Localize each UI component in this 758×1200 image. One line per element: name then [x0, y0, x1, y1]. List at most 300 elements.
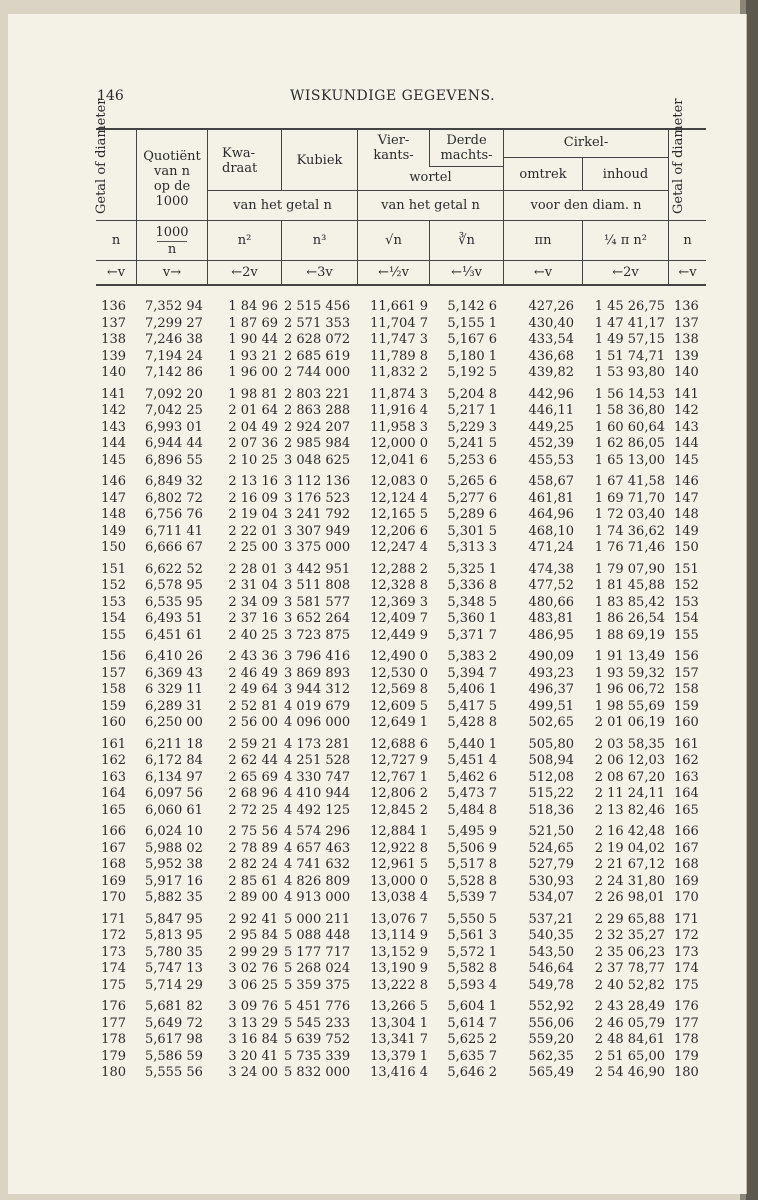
cell-quotient: 5,813 95 [145, 928, 203, 943]
cell-kubiek: 3 442 951 [284, 561, 351, 577]
cell-n-right: 173 [674, 944, 699, 960]
group-3-col-n-right [674, 474, 706, 557]
cell-kubiek: 5 359 375 [284, 977, 351, 993]
diff-kubiek: ←3v [306, 265, 333, 280]
cell-n: 165 [101, 802, 126, 818]
group-1-col-n-right [674, 299, 706, 382]
cell-omtrek: 496,37 [528, 682, 574, 697]
cell-quotient: 5,617 98 [145, 1032, 203, 1047]
cell-n: 150 [101, 540, 126, 555]
cell-sqrt: 13,416 4 [370, 1065, 428, 1080]
header-derde-2: machts- [440, 148, 493, 163]
cell-inhoud: 1 72 03,40 [594, 507, 665, 522]
cell-cbrt: 5,582 8 [447, 961, 497, 976]
group-6-col-n [96, 737, 126, 820]
cell-cbrt: 5,406 1 [447, 682, 497, 697]
cell-kwadraat: 2 49 64 [228, 682, 278, 697]
cell-cbrt: 5,473 7 [447, 786, 497, 801]
formula-sqrt: √n [385, 233, 402, 248]
cell-cbrt: 5,604 1 [447, 999, 497, 1014]
cell-omtrek: 518,36 [528, 802, 574, 818]
cell-kubiek: 3 796 416 [284, 649, 351, 664]
cell-n: 158 [101, 682, 126, 697]
cell-n-right: 180 [674, 1065, 699, 1080]
cell-kubiek: 3 375 000 [284, 540, 351, 555]
cell-sqrt: 13,038 4 [370, 890, 428, 905]
cell-sqrt: 11,789 8 [370, 348, 428, 364]
cell-omtrek: 461,81 [528, 490, 574, 506]
cell-omtrek: 442,96 [528, 386, 574, 402]
cell-cbrt: 5,495 9 [447, 824, 497, 839]
cell-n: 136 [101, 299, 126, 314]
cell-sqrt: 13,114 9 [370, 928, 428, 943]
cell-inhoud: 1 76 71,46 [594, 540, 665, 555]
cell-inhoud: 1 58 36,80 [594, 403, 665, 418]
cell-kwadraat: 2 62 44 [228, 753, 278, 768]
cell-kubiek: 4 657 463 [284, 840, 351, 856]
group-1-col-n [96, 299, 126, 382]
cell-inhoud: 1 96 06,72 [594, 682, 665, 697]
cell-n: 169 [101, 873, 126, 889]
group-9-col-inhoud [583, 999, 665, 1082]
cell-inhoud: 2 37 78,77 [594, 961, 665, 976]
cell-quotient: 6,993 01 [145, 419, 203, 435]
cell-kwadraat: 3 06 25 [228, 977, 278, 993]
cell-omtrek: 427,26 [528, 299, 574, 314]
cell-n-right: 161 [674, 736, 699, 752]
cell-cbrt: 5,506 9 [447, 840, 497, 856]
cell-kubiek: 5 545 233 [284, 1015, 351, 1031]
cell-kubiek: 3 048 625 [284, 452, 351, 468]
cell-n: 180 [101, 1065, 126, 1080]
cell-n-right: 147 [674, 490, 699, 506]
cell-inhoud: 2 13 82,46 [594, 802, 665, 818]
cell-kwadraat: 2 19 04 [228, 507, 278, 522]
cell-inhoud: 2 43 28,49 [594, 999, 665, 1014]
group-4-col-kubiek [284, 562, 356, 645]
cell-n: 143 [101, 419, 126, 435]
cell-cbrt: 5,360 1 [447, 611, 497, 626]
col-rule-8 [668, 129, 669, 284]
group-6-col-kubiek [284, 737, 356, 820]
group-8-col-inhoud [583, 912, 665, 995]
group-4-col-cbrt [430, 562, 497, 645]
cell-inhoud: 1 83 85,42 [594, 594, 665, 610]
cell-omtrek: 439,82 [528, 365, 574, 380]
cell-omtrek: 449,25 [528, 419, 574, 435]
cell-n: 154 [101, 611, 126, 626]
cell-cbrt: 5,383 2 [447, 649, 497, 664]
cell-sqrt: 13,266 5 [370, 999, 428, 1014]
cell-omtrek: 486,95 [528, 627, 574, 643]
cell-sqrt: 13,341 7 [370, 1032, 428, 1047]
cell-n-right: 142 [674, 403, 699, 418]
cell-n: 152 [101, 578, 126, 593]
cell-inhoud: 1 88 69,19 [594, 627, 665, 643]
formula-cbrt: ∛n [458, 233, 475, 248]
cell-omtrek: 499,51 [528, 698, 574, 714]
cell-inhoud: 2 32 35,27 [594, 928, 665, 943]
header-inhoud: inhoud [602, 167, 649, 182]
cell-inhoud: 2 16 42,48 [594, 824, 665, 839]
cell-n-right: 159 [674, 698, 699, 714]
cell-kubiek: 2 803 221 [284, 386, 351, 402]
cell-kwadraat: 2 52 81 [228, 698, 278, 714]
cell-quotient: 5,952 38 [145, 857, 203, 872]
cell-sqrt: 13,379 1 [370, 1048, 428, 1064]
group-5-col-quotient [145, 649, 213, 732]
cell-sqrt: 11,704 7 [370, 315, 428, 331]
cell-kwadraat: 2 16 09 [228, 490, 278, 506]
group-1-col-kubiek [284, 299, 356, 382]
cell-n: 173 [101, 944, 126, 960]
cell-n: 142 [101, 403, 126, 418]
group-9-col-n-right [674, 999, 706, 1082]
cell-kwadraat: 2 59 21 [228, 736, 278, 752]
header-getal-right: Getal of diameter [671, 98, 686, 214]
header-kubiek: Kubiek [296, 153, 343, 168]
formula-n-left: n [111, 233, 121, 248]
group-4-col-n-right [674, 562, 706, 645]
cell-n-right: 137 [674, 315, 699, 331]
header-getal-left: Getal of diameter [94, 98, 109, 214]
cell-n-right: 169 [674, 873, 699, 889]
cell-quotient: 5,681 82 [145, 999, 203, 1014]
cell-n: 144 [101, 436, 126, 451]
group-2-col-sqrt [358, 387, 428, 470]
cell-omtrek: 490,09 [528, 649, 574, 664]
cell-omtrek: 521,50 [528, 824, 574, 839]
cell-quotient: 6,211 18 [145, 736, 203, 752]
cell-omtrek: 549,78 [528, 977, 574, 993]
cell-kubiek: 5 268 024 [284, 961, 351, 976]
rule-header-mid [207, 190, 668, 191]
cell-quotient: 6,097 56 [145, 786, 203, 801]
cell-sqrt: 12,449 9 [370, 627, 428, 643]
cell-sqrt: 12,165 5 [370, 507, 428, 522]
cell-inhoud: 1 79 07,90 [594, 561, 665, 577]
header-wortel: wortel [409, 170, 452, 185]
cell-n: 162 [101, 753, 126, 768]
cell-cbrt: 5,550 5 [447, 911, 497, 927]
cell-inhoud: 1 49 57,15 [594, 332, 665, 347]
rule-under-derde [429, 166, 503, 167]
cell-quotient: 5,747 13 [145, 961, 203, 976]
cell-sqrt: 12,569 8 [370, 682, 428, 697]
cell-kwadraat: 2 65 69 [228, 769, 278, 785]
cell-quotient: 6,849 32 [145, 474, 203, 489]
cell-n-right: 171 [674, 911, 699, 927]
cell-n-right: 155 [674, 627, 699, 643]
cell-kwadraat: 2 37 16 [228, 611, 278, 626]
formula-pi-n: πn [534, 233, 552, 248]
cell-quotient: 5,847 95 [145, 911, 203, 927]
cell-cbrt: 5,180 1 [447, 348, 497, 364]
group-5-col-kwadraat [208, 649, 278, 732]
cell-n: 146 [101, 474, 126, 489]
cell-omtrek: 556,06 [528, 1015, 574, 1031]
cell-omtrek: 493,23 [528, 665, 574, 681]
cell-cbrt: 5,417 5 [447, 698, 497, 714]
group-6-col-inhoud [583, 737, 665, 820]
cell-inhoud: 2 06 12,03 [594, 753, 665, 768]
cell-kubiek: 5 000 211 [284, 911, 351, 927]
cell-quotient: 7,352 94 [145, 299, 203, 314]
group-9-col-sqrt [358, 999, 428, 1082]
group-9-col-kubiek [284, 999, 356, 1082]
cell-n-right: 177 [674, 1015, 699, 1031]
cell-n-right: 172 [674, 928, 699, 943]
cell-n: 148 [101, 507, 126, 522]
cell-quotient: 6,024 10 [145, 824, 203, 839]
cell-kwadraat: 2 82 24 [228, 857, 278, 872]
cell-n: 140 [101, 365, 126, 380]
cell-sqrt: 12,000 0 [370, 436, 428, 451]
cell-n-right: 145 [674, 452, 699, 468]
group-2-col-inhoud [583, 387, 665, 470]
cell-cbrt: 5,229 3 [447, 419, 497, 435]
diff-quotient: v→ [162, 265, 182, 280]
cell-n: 177 [101, 1015, 126, 1031]
page-title: WISKUNDIGE GEGEVENS. [290, 88, 496, 104]
group-7-col-sqrt [358, 824, 428, 907]
group-8-col-cbrt [430, 912, 497, 995]
formula-square: n² [237, 233, 252, 248]
cell-omtrek: 480,66 [528, 594, 574, 610]
table-top-rule [96, 128, 706, 130]
cell-kubiek: 3 511 808 [284, 578, 351, 593]
group-5-col-cbrt [430, 649, 497, 732]
group-4-col-kwadraat [208, 562, 278, 645]
cell-sqrt: 13,152 9 [370, 944, 428, 960]
group-7-col-n [96, 824, 126, 907]
cell-inhoud: 2 11 24,11 [594, 786, 665, 801]
cell-n-right: 179 [674, 1048, 699, 1064]
group-2-col-omtrek [504, 387, 574, 470]
cell-cbrt: 5,371 7 [447, 627, 497, 643]
cell-cbrt: 5,451 4 [447, 753, 497, 768]
cell-quotient: 6,756 76 [145, 507, 203, 522]
cell-cbrt: 5,217 1 [447, 403, 497, 418]
cell-kwadraat: 2 68 96 [228, 786, 278, 801]
cell-n-right: 160 [674, 715, 699, 730]
cell-n: 178 [101, 1032, 126, 1047]
cell-kwadraat: 2 78 89 [228, 840, 278, 856]
cell-inhoud: 2 19 04,02 [594, 840, 665, 856]
cell-n: 160 [101, 715, 126, 730]
cell-inhoud: 1 56 14,53 [594, 386, 665, 402]
cell-cbrt: 5,289 6 [447, 507, 497, 522]
cell-sqrt: 12,490 0 [370, 649, 428, 664]
cell-kwadraat: 1 96 00 [228, 365, 278, 380]
cell-n-right: 174 [674, 961, 699, 976]
cell-sqrt: 12,288 2 [370, 561, 428, 577]
cell-n-right: 140 [674, 365, 699, 380]
group-9-col-kwadraat [208, 999, 278, 1082]
cell-inhoud: 1 69 71,70 [594, 490, 665, 506]
cell-kubiek: 4 741 632 [284, 857, 351, 872]
cell-kubiek: 2 863 288 [284, 403, 351, 418]
cell-quotient: 6,622 52 [145, 561, 203, 577]
header-vierkants-2: kants- [373, 148, 414, 163]
cell-n-right: 156 [674, 649, 699, 664]
formula-quot-den: n [167, 242, 177, 257]
cell-n: 179 [101, 1048, 126, 1064]
cell-kwadraat: 2 10 25 [228, 452, 278, 468]
group-2-col-n [96, 387, 126, 470]
cell-kwadraat: 3 09 76 [228, 999, 278, 1014]
cell-kwadraat: 1 93 21 [228, 348, 278, 364]
cell-cbrt: 5,593 4 [447, 977, 497, 993]
cell-inhoud: 1 86 26,54 [594, 611, 665, 626]
diff-cbrt: ←⅓v [451, 265, 482, 280]
cell-kwadraat: 1 98 81 [228, 386, 278, 402]
cell-quotient: 6,666 67 [145, 540, 203, 555]
cell-cbrt: 5,301 5 [447, 523, 497, 539]
cell-n-right: 141 [674, 386, 699, 402]
cell-kubiek: 3 723 875 [284, 627, 351, 643]
cell-omtrek: 534,07 [528, 890, 574, 905]
formula-quot-num: 1000 [155, 225, 189, 240]
page-number: 146 [97, 88, 124, 104]
cell-n: 153 [101, 594, 126, 610]
cell-omtrek: 508,94 [528, 753, 574, 768]
cell-kwadraat: 2 22 01 [228, 523, 278, 539]
cell-omtrek: 512,08 [528, 769, 574, 785]
cell-kubiek: 3 307 949 [284, 523, 351, 539]
cell-cbrt: 5,517 8 [447, 857, 497, 872]
cell-inhoud: 2 40 52,82 [594, 977, 665, 993]
header-quotient-2: van n [154, 164, 190, 179]
diff-getal-left: ←v [106, 265, 126, 280]
cell-inhoud: 1 65 13,00 [594, 452, 665, 468]
cell-cbrt: 5,484 8 [447, 802, 497, 818]
cell-n-right: 154 [674, 611, 699, 626]
cell-n: 164 [101, 786, 126, 801]
cell-quotient: 6,578 95 [145, 578, 203, 593]
cell-n: 139 [101, 348, 126, 364]
cell-cbrt: 5,561 3 [447, 928, 497, 943]
cell-sqrt: 12,083 0 [370, 474, 428, 489]
cell-kwadraat: 2 43 36 [228, 649, 278, 664]
group-8-col-quotient [145, 912, 213, 995]
cell-quotient: 5,649 72 [145, 1015, 203, 1031]
cell-n: 138 [101, 332, 126, 347]
cell-sqrt: 12,767 1 [370, 769, 428, 785]
rule-diffs-bottom [96, 284, 706, 286]
cell-inhoud: 1 47 41,17 [594, 315, 665, 331]
group-8-col-omtrek [504, 912, 574, 995]
cell-kwadraat: 1 84 96 [228, 299, 278, 314]
cell-inhoud: 1 45 26,75 [594, 299, 665, 314]
cell-quotient: 6,896 55 [145, 452, 203, 468]
cell-quotient: 6,289 31 [145, 698, 203, 714]
cell-n-right: 176 [674, 999, 699, 1014]
cell-sqrt: 12,369 3 [370, 594, 428, 610]
header-kwadraat-1: Kwa- [222, 146, 255, 161]
cell-omtrek: 446,11 [528, 403, 574, 418]
cell-inhoud: 2 26 98,01 [594, 890, 665, 905]
cell-sqrt: 11,832 2 [370, 365, 428, 380]
cell-cbrt: 5,192 5 [447, 365, 497, 380]
cell-kubiek: 2 744 000 [284, 365, 351, 380]
cell-quotient: 5,555 56 [145, 1065, 203, 1080]
cell-omtrek: 433,54 [528, 332, 574, 347]
cell-quotient: 7,042 25 [145, 403, 203, 418]
cell-n: 168 [101, 857, 126, 872]
group-1-col-cbrt [430, 299, 497, 382]
group-7-col-n-right [674, 824, 706, 907]
cell-omtrek: 455,53 [528, 452, 574, 468]
cell-omtrek: 483,81 [528, 611, 574, 626]
cell-n-right: 170 [674, 890, 699, 905]
cell-kwadraat: 2 72 25 [228, 802, 278, 818]
group-1-col-omtrek [504, 299, 574, 382]
cell-sqrt: 12,961 5 [370, 857, 428, 872]
cell-n-right: 165 [674, 802, 699, 818]
diff-sqrt: ←½v [378, 265, 409, 280]
cell-omtrek: 562,35 [528, 1048, 574, 1064]
cell-kwadraat: 1 87 69 [228, 315, 278, 331]
rule-under-cirkel [503, 157, 668, 158]
cell-kwadraat: 2 99 29 [228, 944, 278, 960]
cell-kwadraat: 2 25 00 [228, 540, 278, 555]
cell-sqrt: 12,649 1 [370, 715, 428, 730]
cell-quotient: 6,493 51 [145, 611, 203, 626]
cell-inhoud: 1 98 55,69 [594, 698, 665, 714]
cell-cbrt: 5,614 7 [447, 1015, 497, 1031]
group-6-col-quotient [145, 737, 213, 820]
header-cirkel: Cirkel- [563, 135, 609, 150]
cell-kwadraat: 2 40 25 [228, 627, 278, 643]
cell-quotient: 7,194 24 [145, 348, 203, 364]
group-6-col-cbrt [430, 737, 497, 820]
cell-cbrt: 5,625 2 [447, 1032, 497, 1047]
cell-cbrt: 5,428 8 [447, 715, 497, 730]
group-4-col-sqrt [358, 562, 428, 645]
cell-omtrek: 537,21 [528, 911, 574, 927]
cell-kwadraat: 2 95 84 [228, 928, 278, 943]
cell-cbrt: 5,336 8 [447, 578, 497, 593]
cell-kwadraat: 2 01 64 [228, 403, 278, 418]
cell-n-right: 136 [674, 299, 699, 314]
cell-cbrt: 5,325 1 [447, 561, 497, 577]
cell-n-right: 162 [674, 753, 699, 768]
cell-sqrt: 12,922 8 [370, 840, 428, 856]
cell-quotient: 7,092 20 [145, 386, 203, 402]
cell-inhoud: 2 46 05,79 [594, 1015, 665, 1031]
cell-sqrt: 12,884 1 [370, 824, 428, 839]
cell-cbrt: 5,265 6 [447, 474, 497, 489]
cell-cbrt: 5,528 8 [447, 873, 497, 889]
cell-inhoud: 2 08 67,20 [594, 769, 665, 785]
cell-sqrt: 12,328 8 [370, 578, 428, 593]
group-5-col-n [96, 649, 126, 732]
cell-quotient: 6,944 44 [145, 436, 203, 451]
cell-inhoud: 2 03 58,35 [594, 736, 665, 752]
cell-n-right: 153 [674, 594, 699, 610]
cell-sqrt: 12,806 2 [370, 786, 428, 801]
group-1-col-sqrt [358, 299, 428, 382]
group-5-col-n-right [674, 649, 706, 732]
cell-inhoud: 1 51 74,71 [594, 348, 665, 364]
cell-n: 174 [101, 961, 126, 976]
cell-kwadraat: 2 85 61 [228, 873, 278, 889]
cell-sqrt: 11,747 3 [370, 332, 428, 347]
cell-omtrek: 471,24 [528, 540, 574, 555]
group-1-col-inhoud [583, 299, 665, 382]
cell-kwadraat: 2 31 04 [228, 578, 278, 593]
